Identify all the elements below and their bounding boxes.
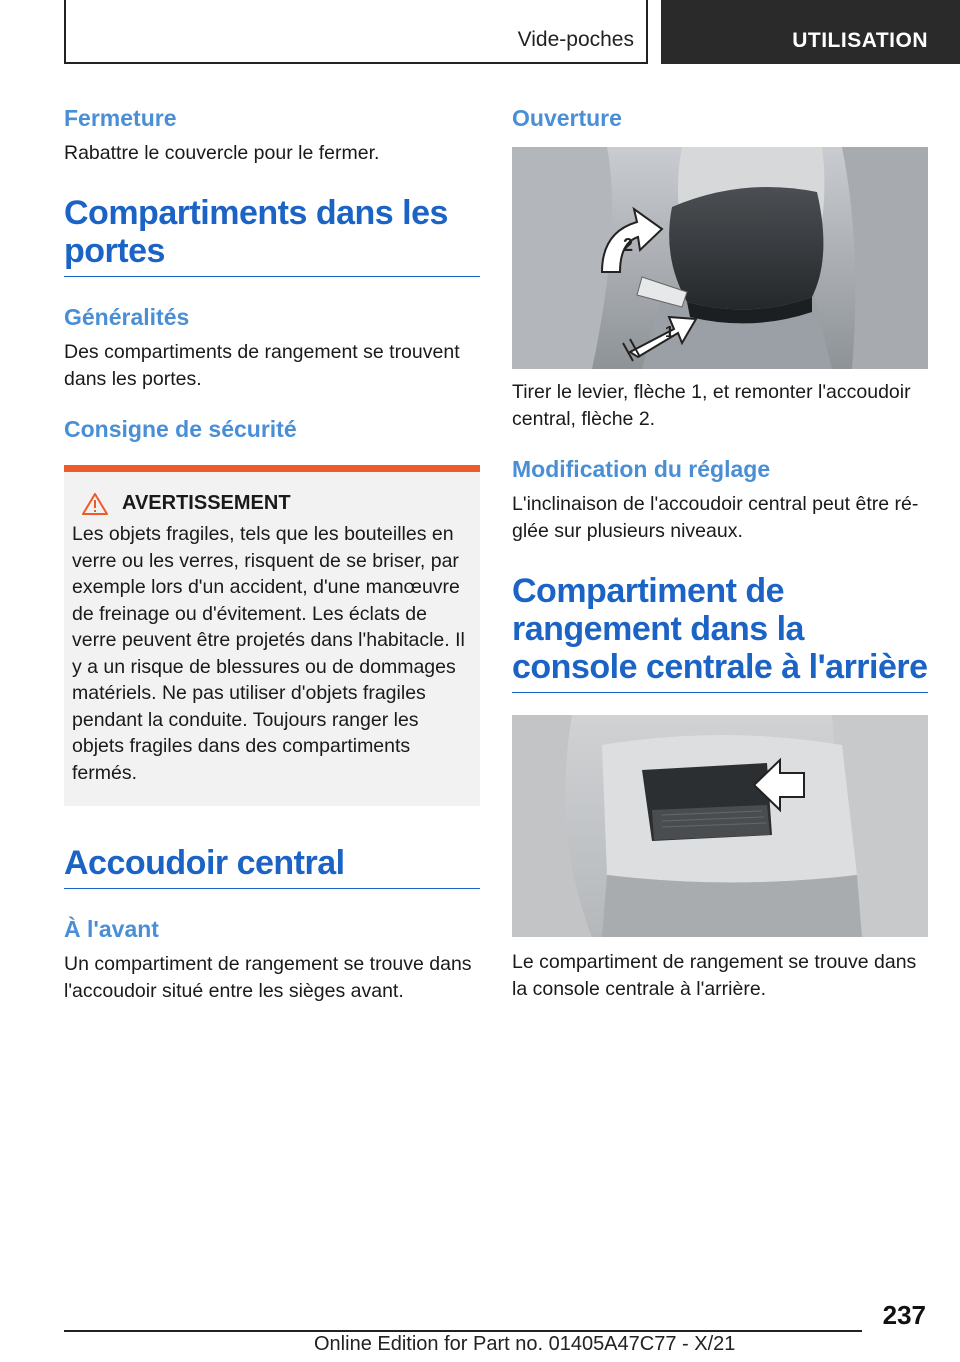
accoudoir-heading: Accoudoir central	[64, 844, 480, 889]
portes-heading: Compartiments dans les portes	[64, 194, 480, 277]
ouverture-caption: Tirer le levier, flèche 1, et remonter l'accoudoir central, flèche 2.	[512, 381, 911, 430]
arrow-1-label: 1	[665, 324, 674, 341]
warning-header	[72, 492, 472, 515]
reglage-heading: Modification du réglage	[512, 456, 771, 482]
warning-triangle-icon	[82, 493, 108, 515]
console-caption: Le compartiment de rangement se trouve dans la console centrale à l'arrière.	[512, 951, 917, 1000]
footer-edition: Online Edition for Part no. 01405A47C77 - X/21	[314, 1333, 736, 1355]
rear-console-photo	[512, 715, 928, 937]
avant-heading: À l'avant	[64, 916, 159, 942]
console-heading: Compartiment de rangement dans la console centrale à l'arrière	[512, 572, 928, 693]
ouverture-heading: Ouverture	[512, 105, 622, 131]
generalites-heading: Généralités	[64, 304, 190, 330]
warning-box	[64, 465, 480, 806]
left-column	[64, 104, 480, 1005]
header-chapter-tab: UTILISATION	[661, 0, 960, 64]
arrow-2-label: 2	[623, 235, 634, 255]
armrest-photo	[512, 147, 928, 369]
reglage-text: L'inclinaison de l'accoudoir central peut être réglée sur plusieurs niveaux.	[512, 493, 919, 542]
right-column	[512, 104, 928, 1003]
fermeture-text: Rabattre le couvercle pour le fermer.	[64, 142, 380, 164]
fermeture-heading: Fermeture	[64, 105, 177, 131]
avant-text: Un compartiment de rangement se trouve dans l'accoudoir situé entre les sièges avant.	[64, 953, 472, 1002]
header-section-title: Vide-poches	[517, 28, 634, 51]
securite-heading: Consigne de sécurité	[64, 416, 297, 442]
footer-divider	[64, 1330, 862, 1332]
warning-label: AVERTISSEMENT	[122, 492, 291, 514]
warning-text: Les objets fragiles, tels que les bouteilles en verre ou les verres, risquent de se briser, par exemple lors d'un accident, d'une manœuvre de freinage ou d'évitement. Les éclats de verre peuvent être projetés dans l'habitacle. Il y a un risque de blessures ou de dommages matériels. Ne pas utiliser d'objets fragiles pendant la conduite. Toujours ranger les objets fragiles dans des compartiments fermés.	[72, 523, 465, 784]
generalites-text: Des compartiments de rangement se trouvent dans les portes.	[64, 341, 460, 390]
page-number: 237	[882, 1300, 926, 1330]
